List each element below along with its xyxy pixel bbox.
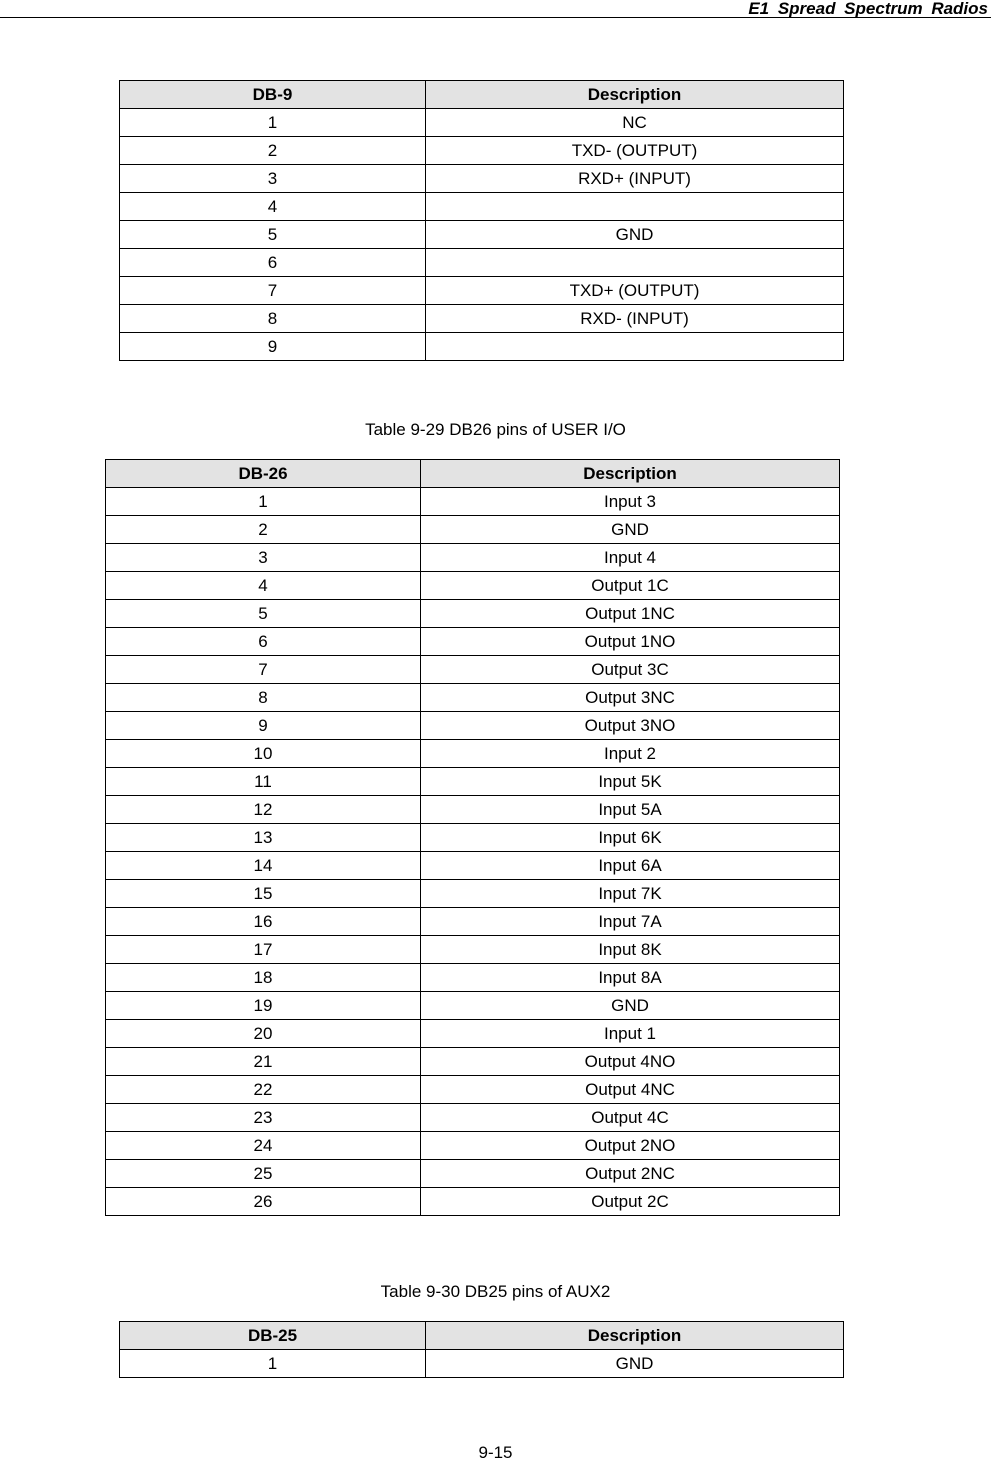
pin-description-cell: Output 3C: [421, 656, 840, 684]
table-row: [106, 1104, 840, 1132]
column-header-description: Description: [426, 81, 844, 109]
table-row: [106, 712, 840, 740]
db26-pin-table: [105, 459, 840, 1216]
pin-description-cell: Output 1C: [421, 572, 840, 600]
pin-description-cell: Input 6A: [421, 852, 840, 880]
table-caption-db26: Table 9-29 DB26 pins of USER I/O: [365, 420, 626, 439]
pin-description-cell: Input 7A: [421, 908, 840, 936]
page-number: 9-15: [478, 1443, 513, 1462]
table-row: [120, 249, 844, 277]
table-row: [106, 1132, 840, 1160]
table-row: [106, 852, 840, 880]
db9-pin-table: [119, 80, 844, 361]
pin-number-cell: 19: [106, 992, 421, 1020]
table-row: [120, 305, 844, 333]
table-row: [106, 600, 840, 628]
table-row: [120, 193, 844, 221]
pin-description-cell: Output 4NC: [421, 1076, 840, 1104]
pin-number-cell: 7: [120, 277, 426, 305]
table-row: [106, 880, 840, 908]
pin-number-cell: 5: [106, 600, 421, 628]
pin-number-cell: 23: [106, 1104, 421, 1132]
pin-description-cell: RXD- (INPUT): [426, 305, 844, 333]
table-header-row: [106, 460, 840, 488]
pin-number-cell: 6: [120, 249, 426, 277]
document-header-title: E1 Spread Spectrum Radios: [748, 0, 988, 18]
pin-description-cell: TXD+ (OUTPUT): [426, 277, 844, 305]
pin-description-cell: TXD- (OUTPUT): [426, 137, 844, 165]
pin-description-cell: GND: [421, 992, 840, 1020]
pin-description-cell: Input 2: [421, 740, 840, 768]
pin-description-cell: Input 7K: [421, 880, 840, 908]
column-header-pin: DB-25: [120, 1322, 426, 1350]
table-row: [120, 137, 844, 165]
pin-number-cell: 6: [106, 628, 421, 656]
table-row: [106, 1076, 840, 1104]
pin-description-cell: Input 8K: [421, 936, 840, 964]
pin-description-cell: GND: [426, 221, 844, 249]
pin-description-cell: RXD+ (INPUT): [426, 165, 844, 193]
table-row: [106, 768, 840, 796]
table-row: [106, 488, 840, 516]
pin-number-cell: 1: [120, 109, 426, 137]
pin-number-cell: 4: [120, 193, 426, 221]
pin-number-cell: 15: [106, 880, 421, 908]
pin-number-cell: 26: [106, 1188, 421, 1216]
pin-description-cell: NC: [426, 109, 844, 137]
pin-description-cell: Output 2NO: [421, 1132, 840, 1160]
pin-description-cell: Output 4C: [421, 1104, 840, 1132]
pin-number-cell: 10: [106, 740, 421, 768]
table-row: [106, 516, 840, 544]
table-row: [120, 1350, 844, 1378]
db25-pin-table: [119, 1321, 844, 1378]
table-row: [120, 165, 844, 193]
pin-number-cell: 21: [106, 1048, 421, 1076]
pin-number-cell: 8: [106, 684, 421, 712]
pin-number-cell: 20: [106, 1020, 421, 1048]
column-header-description: Description: [426, 1322, 844, 1350]
pin-description-cell: [426, 333, 844, 361]
pin-number-cell: 22: [106, 1076, 421, 1104]
pin-number-cell: 18: [106, 964, 421, 992]
pin-description-cell: Output 2NC: [421, 1160, 840, 1188]
table-row: [106, 628, 840, 656]
pin-description-cell: [426, 249, 844, 277]
header-divider: [0, 17, 991, 18]
table-row: [106, 544, 840, 572]
table-row: [120, 333, 844, 361]
table-row: [106, 796, 840, 824]
pin-description-cell: [426, 193, 844, 221]
table-row: [106, 1020, 840, 1048]
pin-description-cell: Output 4NO: [421, 1048, 840, 1076]
table-row: [106, 572, 840, 600]
pin-number-cell: 3: [120, 165, 426, 193]
pin-number-cell: 3: [106, 544, 421, 572]
pin-number-cell: 14: [106, 852, 421, 880]
pin-description-cell: Input 5A: [421, 796, 840, 824]
pin-number-cell: 2: [106, 516, 421, 544]
table-row: [106, 1048, 840, 1076]
table-row: [120, 221, 844, 249]
pin-number-cell: 1: [120, 1350, 426, 1378]
pin-number-cell: 11: [106, 768, 421, 796]
pin-description-cell: Input 8A: [421, 964, 840, 992]
pin-description-cell: Output 1NC: [421, 600, 840, 628]
table-row: [106, 684, 840, 712]
pin-description-cell: GND: [421, 516, 840, 544]
table-row: [106, 740, 840, 768]
pin-description-cell: Input 6K: [421, 824, 840, 852]
pin-number-cell: 9: [120, 333, 426, 361]
pin-number-cell: 24: [106, 1132, 421, 1160]
column-header-pin: DB-9: [120, 81, 426, 109]
pin-number-cell: 4: [106, 572, 421, 600]
table-row: [106, 964, 840, 992]
table-row: [106, 992, 840, 1020]
pin-description-cell: Output 1NO: [421, 628, 840, 656]
pin-description-cell: Output 2C: [421, 1188, 840, 1216]
table-caption-db25: Table 9-30 DB25 pins of AUX2: [380, 1282, 611, 1301]
pin-number-cell: 25: [106, 1160, 421, 1188]
pin-number-cell: 1: [106, 488, 421, 516]
pin-description-cell: Input 5K: [421, 768, 840, 796]
pin-number-cell: 7: [106, 656, 421, 684]
pin-number-cell: 12: [106, 796, 421, 824]
table-header-row: [120, 1322, 844, 1350]
pin-number-cell: 17: [106, 936, 421, 964]
table-row: [106, 908, 840, 936]
column-header-description: Description: [421, 460, 840, 488]
pin-number-cell: 2: [120, 137, 426, 165]
pin-description-cell: Input 4: [421, 544, 840, 572]
pin-number-cell: 9: [106, 712, 421, 740]
pin-number-cell: 5: [120, 221, 426, 249]
pin-number-cell: 16: [106, 908, 421, 936]
pin-description-cell: Output 3NC: [421, 684, 840, 712]
table-row: [106, 1188, 840, 1216]
pin-description-cell: Output 3NO: [421, 712, 840, 740]
column-header-pin: DB-26: [106, 460, 421, 488]
pin-description-cell: Input 1: [421, 1020, 840, 1048]
table-row: [120, 109, 844, 137]
table-row: [106, 1160, 840, 1188]
table-row: [106, 936, 840, 964]
table-row: [106, 656, 840, 684]
table-row: [106, 824, 840, 852]
pin-number-cell: 8: [120, 305, 426, 333]
pin-number-cell: 13: [106, 824, 421, 852]
pin-description-cell: GND: [426, 1350, 844, 1378]
pin-description-cell: Input 3: [421, 488, 840, 516]
table-row: [120, 277, 844, 305]
table-header-row: [120, 81, 844, 109]
